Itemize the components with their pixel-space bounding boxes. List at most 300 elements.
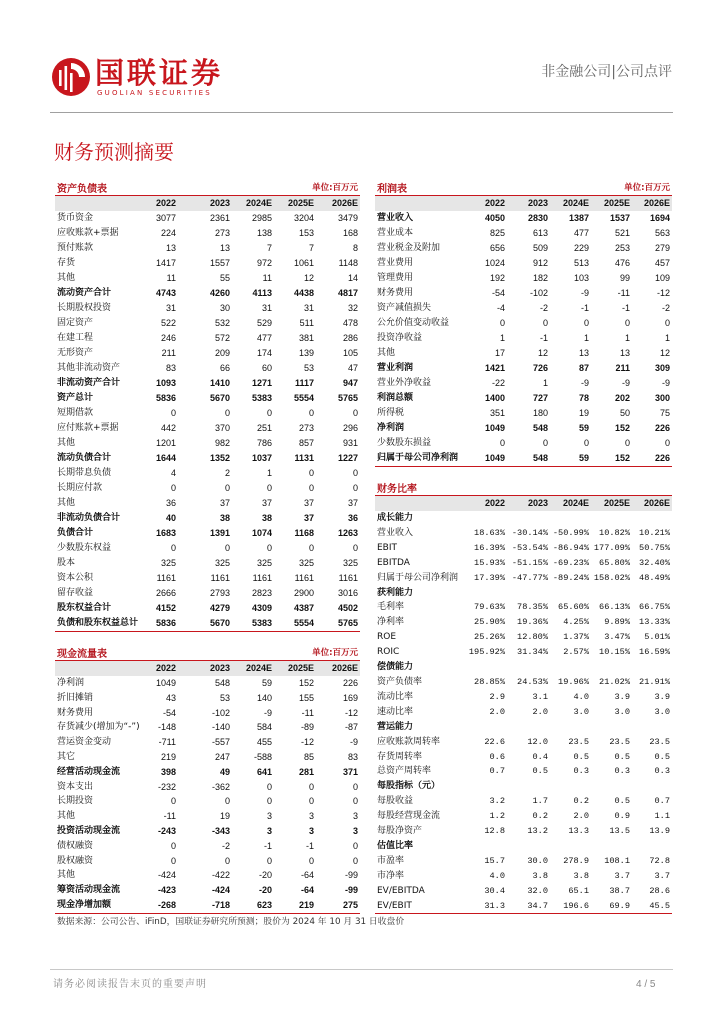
value-cell: 1	[664, 333, 670, 343]
value-cell: 0	[266, 408, 272, 418]
value-cell: -2	[539, 303, 548, 313]
value-cell: 12.8	[484, 826, 505, 837]
value-cell: 1117	[294, 378, 314, 388]
value-cell: 3.8	[532, 870, 548, 881]
row-label: 固定资产	[57, 318, 94, 328]
value-cell: 325	[256, 558, 272, 568]
table-title-bar	[55, 179, 360, 196]
value-cell: 8	[352, 243, 358, 253]
row-label: ROIC	[377, 647, 400, 658]
value-cell: 13.5	[609, 826, 630, 837]
value-cell: 83	[165, 363, 176, 373]
year-header: 2026E	[316, 661, 360, 676]
cash-flow-table	[55, 661, 360, 914]
table-row	[375, 436, 672, 451]
value-cell: 2.0	[532, 706, 548, 717]
row-label: 短期借款	[57, 408, 94, 418]
value-cell: 3.8	[573, 870, 589, 881]
table-row	[375, 316, 672, 331]
table-row	[55, 226, 360, 241]
value-cell: -20	[258, 885, 272, 896]
table-row	[375, 645, 672, 660]
value-cell: 10.82%	[599, 527, 630, 538]
footer-disclaimer: 请务必阅读报告末页的重要声明	[53, 979, 207, 990]
value-cell: 72.8	[649, 855, 670, 866]
table-row	[375, 824, 672, 839]
value-cell: 5383	[251, 393, 272, 403]
value-cell: 1161	[294, 573, 314, 583]
value-cell: 3016	[337, 588, 358, 598]
table-row	[375, 556, 672, 571]
value-cell: 529	[256, 318, 272, 328]
value-cell: 351	[489, 408, 505, 418]
value-cell: 1227	[337, 453, 358, 463]
value-cell: 1557	[209, 258, 230, 268]
row-label: 营业成本	[377, 228, 414, 238]
table-row	[55, 765, 360, 780]
value-cell: 53	[303, 363, 314, 373]
value-cell: 0	[583, 318, 589, 328]
value-cell: 0.4	[532, 751, 548, 762]
value-cell: 3.9	[654, 691, 670, 702]
table-row	[55, 676, 360, 691]
value-cell: 4279	[209, 603, 230, 613]
value-cell: -711	[158, 737, 176, 748]
year-header: 2025E	[274, 196, 316, 211]
row-label: 资本公积	[57, 573, 94, 583]
table-unit: 单位:百万元	[312, 648, 358, 658]
source-note: 数据来源：公司公告、iFinD，国联证券研究所预测；股价为 2024 年 10 月 31 日收盘价	[57, 917, 405, 927]
value-cell: 727	[532, 393, 548, 403]
value-cell: 476	[614, 258, 630, 268]
value-cell: 4502	[337, 603, 358, 613]
value-cell: 0	[266, 483, 272, 493]
value-cell: 1161	[252, 573, 272, 583]
value-cell: 279	[654, 243, 670, 253]
value-cell: 0	[542, 438, 548, 448]
table-row	[55, 616, 360, 632]
section-row	[375, 779, 672, 794]
value-cell: 21.02%	[599, 676, 630, 687]
value-cell: 11	[262, 273, 272, 283]
value-cell: 48.49%	[639, 572, 670, 583]
logo-subtitle: GUOLIAN SECURITIES	[97, 89, 212, 97]
value-cell: 24.53%	[517, 676, 548, 687]
value-cell: 15.7	[484, 855, 505, 866]
table-row	[375, 406, 672, 421]
value-cell: 513	[573, 258, 589, 268]
row-label: 长期股权投资	[57, 303, 112, 313]
year-header: 2023	[178, 196, 232, 211]
value-cell: 1537	[609, 213, 630, 223]
value-cell: 155	[298, 692, 314, 703]
value-cell: 7	[308, 243, 314, 253]
row-label: 债权融资	[57, 840, 94, 851]
section-spacer	[455, 586, 672, 601]
value-cell: 3.0	[614, 706, 630, 717]
row-label: 应收账款周转率	[377, 736, 441, 747]
table-row	[55, 824, 360, 839]
table-title: 财务比率	[377, 483, 417, 495]
value-cell: 3.7	[654, 870, 670, 881]
value-cell: 478	[342, 318, 358, 328]
year-header: 2023	[507, 196, 550, 211]
value-cell: 139	[298, 348, 314, 358]
value-cell: 2823	[251, 588, 272, 598]
row-label: 营运资金变动	[57, 737, 112, 748]
table-row	[55, 794, 360, 809]
row-label: 少数股东损益	[377, 438, 432, 448]
year-header: 2024E	[232, 196, 274, 211]
value-cell: 75	[659, 408, 670, 418]
financial-ratios-block	[375, 479, 672, 914]
value-cell: -30.14%	[511, 527, 548, 538]
value-cell: 0	[170, 796, 176, 807]
value-cell: 23.5	[568, 736, 589, 747]
value-cell: 0	[352, 468, 358, 478]
row-label: 营业利润	[377, 363, 414, 373]
row-label: 应收账款+票据	[57, 228, 119, 238]
value-cell: 972	[256, 258, 272, 268]
balance-sheet-block	[55, 179, 360, 632]
value-cell: 174	[256, 348, 272, 358]
section-spacer	[455, 779, 672, 794]
value-cell: 3.2	[489, 796, 505, 807]
value-cell: 19.36%	[517, 617, 548, 628]
footer-divider	[50, 969, 673, 970]
section-row	[375, 586, 672, 601]
value-cell: 105	[342, 348, 358, 358]
table-row	[55, 496, 360, 511]
row-label: 营运能力	[377, 721, 414, 732]
value-cell: 726	[532, 363, 548, 373]
value-cell: 0	[308, 408, 314, 418]
value-cell: 786	[256, 438, 272, 448]
value-cell: 4.25%	[563, 617, 589, 628]
row-label: 净利润	[377, 423, 405, 433]
value-cell: 947	[342, 378, 358, 388]
table-row	[55, 809, 360, 824]
value-cell: -4	[496, 303, 505, 313]
value-cell: -588	[253, 751, 272, 762]
value-cell: -424	[211, 885, 230, 896]
value-cell: 15.93%	[474, 557, 505, 568]
value-cell: 370	[214, 423, 230, 433]
table-row	[375, 256, 672, 271]
value-cell: 13	[219, 243, 230, 253]
value-cell: -11	[163, 811, 176, 822]
value-cell: -1	[263, 840, 272, 851]
value-cell: 31.34%	[517, 647, 548, 658]
value-cell: 1391	[209, 528, 230, 538]
value-cell: 14	[347, 273, 358, 283]
value-cell: -69.23%	[552, 557, 589, 568]
year-header-row	[375, 196, 672, 211]
value-cell: 36	[165, 498, 176, 508]
value-cell: 182	[532, 273, 548, 283]
value-cell: 13.3	[568, 826, 589, 837]
value-cell: 309	[654, 363, 670, 373]
value-cell: 78	[578, 393, 589, 403]
value-cell: 180	[532, 408, 548, 418]
value-cell: -9	[580, 378, 589, 388]
row-label: 非流动资产合计	[57, 378, 121, 388]
row-label: 存货	[57, 258, 76, 268]
value-cell: 5554	[274, 616, 316, 632]
value-cell: 0.2	[532, 811, 548, 822]
value-cell: 0	[224, 408, 230, 418]
row-label: 应付账款+票据	[57, 423, 119, 433]
value-cell: 1683	[155, 528, 176, 538]
value-cell: 325	[342, 558, 358, 568]
row-label: 其他非流动资产	[57, 363, 121, 373]
value-cell: -64	[300, 870, 314, 881]
row-label: 毛利率	[377, 602, 405, 613]
value-cell: 23.5	[649, 736, 670, 747]
value-cell: 0	[664, 438, 670, 448]
table-row	[375, 241, 672, 256]
table-row	[375, 630, 672, 645]
value-cell: 0	[352, 855, 358, 866]
header-label-cell	[375, 496, 455, 511]
value-cell: 47	[347, 363, 358, 373]
value-cell: 3	[352, 811, 358, 822]
value-cell: 548	[532, 423, 548, 433]
value-cell: 16.39%	[474, 542, 505, 553]
section-row	[375, 839, 672, 854]
value-cell: -362	[211, 781, 230, 792]
value-cell: 59	[550, 451, 591, 467]
year-header-row	[55, 196, 360, 211]
row-label: 获利能力	[377, 587, 414, 598]
value-cell: 11	[166, 273, 176, 283]
value-cell: 381	[298, 333, 314, 343]
value-cell: 0	[308, 781, 314, 792]
value-cell: -9	[263, 707, 272, 718]
table-row	[55, 361, 360, 376]
value-cell: 273	[298, 423, 314, 433]
value-cell: 1161	[338, 573, 358, 583]
value-cell: 0	[224, 543, 230, 553]
value-cell: 66.13%	[599, 602, 630, 613]
value-cell: 1024	[484, 258, 505, 268]
row-label: EV/EBITDA	[377, 885, 425, 896]
table-row	[55, 331, 360, 346]
value-cell: 2	[224, 468, 230, 478]
value-cell: -1	[580, 303, 589, 313]
value-cell: 219	[274, 898, 316, 913]
value-cell: 5554	[293, 393, 314, 403]
value-cell: 0.6	[489, 751, 505, 762]
value-cell: 0	[352, 408, 358, 418]
row-label: 每股收益	[377, 796, 414, 807]
row-label: 经营活动现金流	[57, 766, 121, 777]
table-row	[55, 451, 360, 466]
value-cell: 12	[537, 348, 548, 358]
value-cell: 2361	[209, 213, 230, 223]
year-header: 2023	[178, 661, 232, 676]
year-header: 2026E	[632, 196, 672, 211]
value-cell: 371	[342, 766, 358, 777]
value-cell: 296	[342, 423, 358, 433]
value-cell: 0	[170, 483, 176, 493]
value-cell: -12	[344, 707, 358, 718]
table-row	[375, 211, 672, 226]
value-cell: 4113	[252, 288, 272, 298]
row-label: 营业外净收益	[377, 378, 432, 388]
value-cell: 37	[347, 498, 358, 508]
table-row	[375, 735, 672, 750]
value-cell: 152	[591, 451, 632, 467]
value-cell: 30.0	[527, 855, 548, 866]
row-label: 市盈率	[377, 855, 405, 866]
value-cell: 0	[224, 483, 230, 493]
table-row	[55, 256, 360, 271]
value-cell: -1	[621, 303, 630, 313]
table-title-bar	[375, 179, 672, 196]
year-header: 2022	[140, 196, 178, 211]
section-row	[375, 660, 672, 675]
value-cell: 5765	[337, 393, 358, 403]
value-cell: -423	[157, 885, 176, 896]
header-divider	[50, 112, 673, 113]
row-label: 存货周转率	[377, 751, 423, 762]
row-label: 投资活动现金流	[57, 825, 121, 836]
value-cell: 202	[614, 393, 630, 403]
value-cell: 99	[619, 273, 630, 283]
value-cell: 0.5	[573, 751, 589, 762]
value-cell: 246	[160, 333, 176, 343]
value-cell: 0	[352, 840, 358, 851]
value-cell: 226	[342, 678, 358, 688]
logo-wordmark: 国联证券	[95, 56, 224, 90]
value-cell: 398	[160, 766, 176, 777]
value-cell: 4	[170, 468, 176, 478]
value-cell: 1.2	[489, 811, 505, 822]
value-cell: 211	[615, 363, 630, 373]
value-cell: 4152	[155, 603, 176, 613]
value-cell: -22	[491, 378, 505, 388]
value-cell: 32.40%	[639, 557, 670, 568]
value-cell: 17	[494, 348, 505, 358]
value-cell: 4817	[337, 288, 358, 298]
table-row	[375, 600, 672, 615]
value-cell: 0	[542, 318, 548, 328]
table-row	[375, 451, 672, 467]
value-cell: -9	[580, 288, 589, 298]
value-cell: 1061	[293, 258, 314, 268]
table-row	[55, 586, 360, 601]
table-row	[375, 346, 672, 361]
value-cell: 857	[298, 438, 314, 448]
year-header: 2024E	[550, 196, 591, 211]
value-cell: 5383	[232, 616, 274, 632]
value-cell: 2.9	[489, 691, 505, 702]
value-cell: -148	[157, 722, 176, 733]
row-label: 公允价值变动收益	[377, 318, 450, 328]
value-cell: 9.89%	[604, 617, 630, 628]
row-label: 折旧摊销	[57, 692, 94, 703]
balance-sheet-table	[55, 196, 360, 632]
value-cell: 0	[170, 543, 176, 553]
value-cell: 28.85%	[474, 676, 505, 687]
row-label: 净利率	[377, 617, 405, 628]
value-cell: 177.09%	[593, 542, 630, 553]
row-label: 长期投资	[57, 796, 94, 807]
row-label: 偿债能力	[377, 662, 414, 673]
value-cell: 12.80%	[517, 632, 548, 643]
value-cell: 0	[266, 543, 272, 553]
value-cell: -89	[300, 722, 314, 733]
year-header: 2025E	[591, 196, 632, 211]
value-cell: 168	[342, 228, 358, 238]
value-cell: 286	[342, 333, 358, 343]
value-cell: -64	[300, 885, 314, 896]
value-cell: 3204	[293, 213, 314, 223]
year-header: 2025E	[591, 496, 632, 511]
value-cell: 226	[632, 451, 672, 467]
table-row	[375, 271, 672, 286]
value-cell: 19.96%	[558, 676, 589, 687]
value-cell: -47.77%	[511, 572, 548, 583]
value-cell: -50.99%	[552, 527, 589, 538]
value-cell: 3.0	[654, 706, 670, 717]
value-cell: 109	[654, 273, 670, 283]
value-cell: 3479	[337, 213, 358, 223]
value-cell: 18.63%	[474, 527, 505, 538]
row-label: 存货减少(增加为“-”)	[57, 722, 140, 733]
table-row	[375, 690, 672, 705]
value-cell: -11	[617, 288, 630, 298]
value-cell: 195.92%	[468, 647, 505, 658]
value-cell: -424	[157, 870, 176, 881]
value-cell: 278.9	[563, 855, 589, 866]
value-cell: 32	[347, 303, 358, 313]
table-row	[55, 406, 360, 421]
value-cell: -54	[162, 707, 176, 718]
value-cell: -422	[211, 870, 230, 881]
value-cell: 656	[489, 243, 505, 253]
table-row	[55, 750, 360, 765]
value-cell: 982	[214, 438, 230, 448]
value-cell: 10.21%	[639, 527, 670, 538]
value-cell: 152	[614, 423, 630, 433]
value-cell: 60	[261, 363, 272, 373]
table-row	[55, 466, 360, 481]
table-row	[55, 720, 360, 735]
value-cell: 3.7	[614, 870, 630, 881]
value-cell: 912	[532, 258, 548, 268]
value-cell: 12.0	[527, 736, 548, 747]
value-cell: 0.2	[573, 796, 589, 807]
value-cell: 1421	[484, 363, 505, 373]
value-cell: 32.0	[527, 885, 548, 896]
table-row	[375, 750, 672, 765]
row-label: 资产减值损失	[377, 303, 432, 313]
table-row	[55, 735, 360, 750]
table-row	[375, 884, 672, 899]
value-cell: 0	[583, 438, 589, 448]
value-cell: 65.80%	[599, 557, 630, 568]
table-row	[55, 436, 360, 451]
row-label: 股本	[57, 558, 76, 568]
value-cell: 5836	[155, 393, 176, 403]
value-cell: 153	[298, 228, 314, 238]
year-header: 2024E	[232, 661, 274, 676]
row-label: 其他	[57, 870, 76, 881]
table-row	[375, 764, 672, 779]
table-row	[55, 271, 360, 286]
